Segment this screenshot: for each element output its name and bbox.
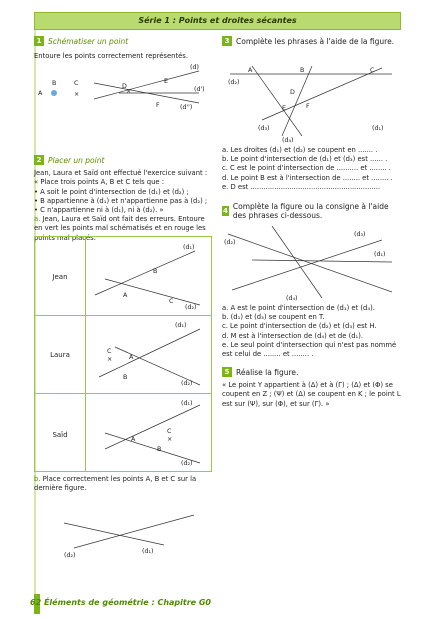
svg-text:(d'): (d') <box>194 86 205 94</box>
ex2-number: 2 <box>34 155 44 165</box>
ex2-question-a: a. Jean, Laura et Saïd ont fait des erreurs. Entoure en vert les points mal schématisés et en rouge les points mal placés. <box>34 215 206 242</box>
ex3-header <box>222 36 404 46</box>
svg-text:(d₁): (d₁) <box>142 548 154 556</box>
ex1-header <box>34 36 214 46</box>
ex4-header <box>222 202 404 220</box>
svg-text:B: B <box>52 80 57 88</box>
svg-text:F: F <box>156 102 160 110</box>
ex5-number: 5 <box>222 367 232 377</box>
svg-text:D: D <box>290 89 295 96</box>
ex1-title: Schématiser un point <box>48 36 129 46</box>
ex3-number: 3 <box>222 36 232 46</box>
svg-text:(d₄): (d₄) <box>282 137 294 144</box>
svg-text:C: C <box>107 348 112 355</box>
svg-text:B: B <box>300 67 305 74</box>
ex1-number: 1 <box>34 36 44 46</box>
ex4-a: a. A est le point d'intersection de (d₁) et (d₄). <box>222 304 375 313</box>
svg-text:(d₂): (d₂) <box>228 79 240 86</box>
svg-text:(d): (d) <box>190 64 199 72</box>
ex2-title: Placer un point <box>48 155 105 165</box>
left-column <box>34 36 214 243</box>
ex4-b: b. (d₁) et (d₃) se coupent en T. <box>222 313 325 322</box>
ex4-e: e. Le seul point d'intersection qui n'est pas nommé est celui de ........ et ........ . <box>222 340 397 359</box>
ex4-figure <box>222 220 404 303</box>
svg-text:×: × <box>74 91 80 99</box>
svg-text:(d₁): (d₁) <box>183 244 195 251</box>
svg-text:A: A <box>123 292 128 299</box>
svg-text:F: F <box>306 103 310 110</box>
row-name-said: Saïd <box>52 431 68 439</box>
svg-text:(d₂): (d₂) <box>64 552 76 560</box>
point-b-dot <box>51 90 57 96</box>
ex2-question-b: b. Place correctement les points A, B et C sur la dernière figure. <box>34 475 197 493</box>
ex2-quote: « Place trois points A, B et C tels que : <box>34 178 165 187</box>
svg-text:E: E <box>164 78 168 86</box>
svg-text:C: C <box>370 67 375 74</box>
ex3-figure <box>222 46 404 142</box>
ex3-c: c. C est le point d'intersection de .......... et ........ . <box>222 164 391 173</box>
svg-text:(d₄): (d₄) <box>286 295 298 303</box>
svg-text:A: A <box>248 67 253 74</box>
ex4-c: c. Le point d'intersection de (d₂) et (d₃) est H. <box>222 322 377 331</box>
row-name-laura: Laura <box>50 351 70 359</box>
svg-text:(d₂): (d₂) <box>224 239 236 247</box>
ex2-bullet-1: • A soit le point d'intersection de (d₁) et (d₂) ; <box>34 187 189 196</box>
svg-text:(d₁): (d₁) <box>181 400 193 407</box>
footer-text: 62 Éléments de géométrie : Chapitre G0 <box>30 598 211 607</box>
svg-text:(d₁): (d₁) <box>374 251 386 259</box>
series-banner: Série 1 : Points et droites sécantes <box>34 12 401 30</box>
ex2-question-b-block <box>34 475 214 560</box>
svg-text:C: C <box>74 80 79 88</box>
ex1-figure <box>34 61 214 123</box>
ex3-title: Complète les phrases à l'aide de la figure. <box>236 36 395 46</box>
ex3-b: b. Le point d'intersection de (d₁) et (d₃) est ...... . <box>222 155 388 164</box>
ex4-title: Complète la figure ou la consigne à l'aide des phrases ci-dessous. <box>232 202 389 221</box>
svg-text:D: D <box>122 83 127 91</box>
ex5-title: Réalise la figure. <box>236 367 299 377</box>
ex4-number: 4 <box>223 207 228 216</box>
ex2-bullet-3: • C n'appartienne ni à (d₁), ni à (d₂). » <box>34 206 164 215</box>
svg-text:B: B <box>123 374 128 381</box>
svg-text:×: × <box>126 88 132 96</box>
svg-text:(d''): (d'') <box>180 104 193 112</box>
row-name-jean: Jean <box>52 273 68 281</box>
svg-text:(d₂): (d₂) <box>185 304 197 311</box>
ex5-header <box>222 367 404 377</box>
svg-text:E: E <box>282 105 286 112</box>
right-column <box>222 36 404 409</box>
ex4-d: d. M est à l'intersection de (d₄) et de (d₁). <box>222 331 364 340</box>
svg-text:(d₁): (d₁) <box>175 322 187 329</box>
svg-text:(d₂): (d₂) <box>181 460 193 467</box>
svg-text:C: C <box>169 298 174 305</box>
ex5-text: « Le point Y appartient à (Δ) et à (Γ) ; (Δ) et (Φ) se coupent en Z ; (Ψ) et (Δ) se coupent en K ; le point L est sur (Ψ), sur (Φ), et sur (Γ). » <box>222 381 401 408</box>
svg-text:×: × <box>167 436 173 443</box>
ex3-a: a. Les droites (d₁) et (d₂) se coupent en ....... . <box>222 146 378 154</box>
ex2-bullet-2: • B appartienne à (d₁) et n'appartienne pas à (d₂) ; <box>34 196 208 205</box>
ex2-table <box>34 236 212 472</box>
ex1-instruction: Entoure les points correctement représentés. <box>34 52 188 60</box>
ex2-blank-figure <box>34 493 214 560</box>
svg-text:(d₃): (d₃) <box>258 125 270 132</box>
svg-text:B: B <box>157 446 162 453</box>
svg-text:×: × <box>107 356 113 363</box>
svg-text:C: C <box>167 428 172 435</box>
svg-text:(d₂): (d₂) <box>181 380 193 387</box>
ex2-intro: Jean, Laura et Saïd ont effectué l'exercice suivant : <box>34 169 208 178</box>
svg-text:A: A <box>131 436 136 443</box>
ex2-figures <box>85 237 211 471</box>
ex2-header <box>34 155 214 165</box>
svg-text:A: A <box>38 90 43 98</box>
svg-text:A: A <box>129 354 134 361</box>
svg-text:B: B <box>153 268 158 275</box>
svg-text:(d₁): (d₁) <box>372 125 384 132</box>
ex3-d: d. Le point B est à l'intersection de ........ et ........ . <box>222 173 393 182</box>
ex3-e: e. D est ............................................................ <box>222 182 381 191</box>
svg-text:(d₃): (d₃) <box>354 231 366 239</box>
